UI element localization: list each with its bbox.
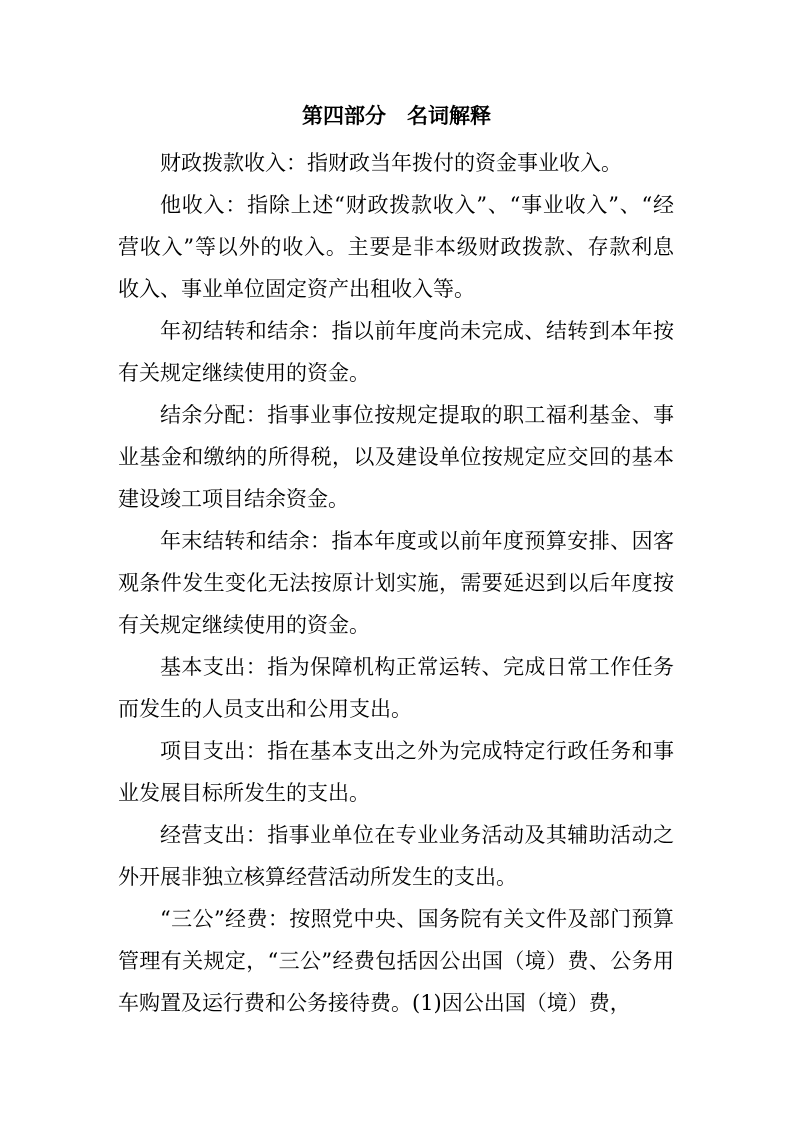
paragraph-year-end-carryover [118, 520, 674, 646]
paragraph-other-income [118, 184, 674, 310]
definition: 按照党中央、国务院有关文件及部门预算管理有关规定，“三公”经费包括因公出国（境）费、公务用车购置及运行费和公务接待费。(1)因公出国（境）费， [118, 907, 674, 1015]
definition: 指除上述“财政拨款收入”、“事业收入”、“经营收入”等以外的收入。主要是非本级财政拨款、存款利息收入、事业单位固定资产出租收入等。 [118, 193, 674, 301]
definition: 指本年度或以前年度预算安排、因客观条件发生变化无法按原计划实施，需要延迟到以后年度按有关规定继续使用的资金。 [118, 529, 675, 637]
paragraph-three-public-expenses [118, 898, 674, 1024]
definition: 指事业事位按规定提取的职工福利基金、事业基金和缴纳的所得税，以及建设单位按规定应交回的基本建设竣工项目结余资金。 [118, 403, 675, 511]
definition: 指财政当年拨付的资金事业收入。 [307, 151, 622, 175]
term: 年初结转和结余： [160, 319, 332, 343]
definition: 指在基本支出之外为完成特定行政任务和事业发展目标所发生的支出。 [118, 739, 675, 805]
paragraph-project-expenditure [118, 730, 674, 814]
document-body [118, 142, 674, 1024]
page-title: 第四部分 名词解释 [302, 103, 491, 128]
paragraph-surplus-distribution [118, 394, 674, 520]
paragraph-operating-expenditure [118, 814, 674, 898]
term: 财政拨款收入： [160, 151, 307, 175]
term: 项目支出： [160, 739, 268, 763]
paragraph-fiscal-appropriation-income [118, 142, 674, 184]
term: 结余分配： [160, 403, 268, 427]
definition: 指为保障机构正常运转、完成日常工作任务而发生的人员支出和公用支出。 [118, 655, 675, 721]
term: 年末结转和结余： [160, 529, 332, 553]
paragraph-basic-expenditure [118, 646, 674, 730]
definition: 指事业单位在专业业务活动及其辅助活动之外开展非独立核算经营活动所发生的支出。 [118, 823, 675, 889]
term: “三公”经费： [160, 907, 290, 931]
term: 经营支出： [160, 823, 268, 847]
paragraph-beginning-carryover [118, 310, 674, 394]
term: 他收入： [160, 193, 248, 217]
term: 基本支出： [160, 655, 268, 679]
definition: 指以前年度尚未完成、结转到本年按有关规定继续使用的资金。 [118, 319, 675, 385]
